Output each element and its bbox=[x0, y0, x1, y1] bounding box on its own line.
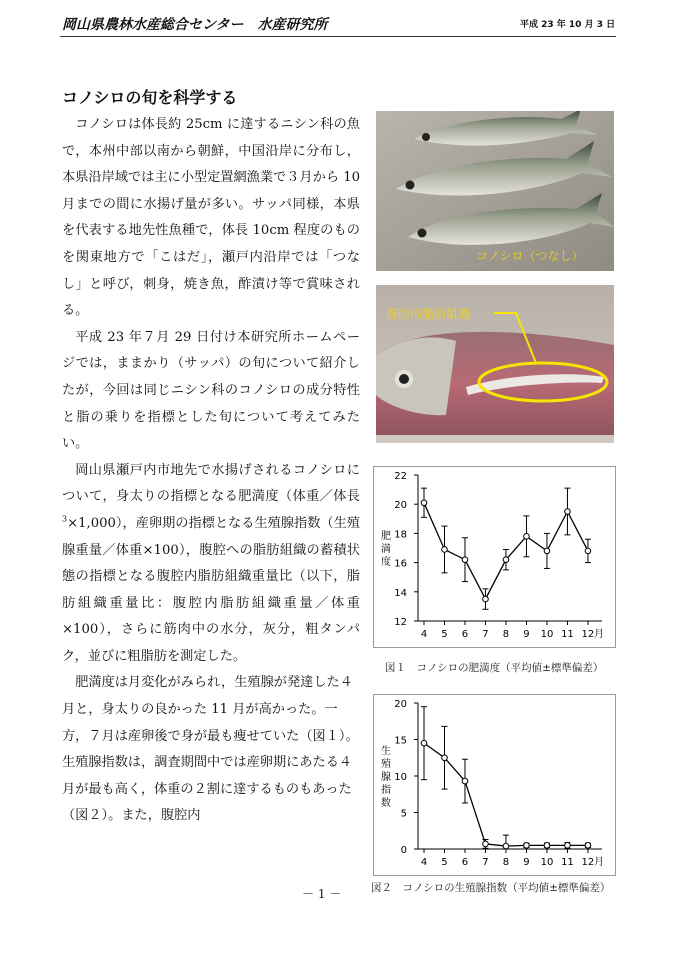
chart-gonad-index bbox=[374, 695, 615, 875]
paragraph-intro: コノシロは体長約 25cm に達するニシン科の魚で，本州中部以南から朝鮮，中国沿岸に分布し，本県沿岸域では主に小型定置網漁業で３月から 10 月までの間に水揚げ量が多い。サッパ同様，本県を代表する地先性魚種で，体長 10cm 程度のものを関東地方で「こはだ」，瀬戸内沿岸では「つなし」と呼び，刺身，焼き魚，酢漬け等で賞味される。 bbox=[62, 117, 360, 319]
methods-text-b: ×1,000），産卵期の指標となる生殖腺指数（生殖腺重量／体重×100），腹腔への脂肪組織の蓄積状態の指標となる腹腔内脂肪組織重量比（以下，脂肪組織重量比：腹腔内脂肪組織重量／体重×100），さらに筋肉中の水分，灰分，粗タンパク，並びに粗脂肪を測定した。 bbox=[62, 515, 360, 664]
data-point bbox=[442, 547, 448, 553]
x-tick-label: 11 bbox=[561, 629, 574, 640]
article-body bbox=[62, 112, 360, 830]
chart-condition-factor bbox=[374, 467, 615, 647]
data-point bbox=[544, 843, 550, 849]
data-point bbox=[421, 500, 427, 506]
data-point bbox=[483, 596, 489, 602]
data-point bbox=[585, 548, 591, 554]
article-title: コノシロの旬を科学する bbox=[62, 88, 238, 107]
x-axis-label: 月 bbox=[594, 857, 604, 868]
data-point bbox=[483, 841, 489, 847]
x-tick-label: 4 bbox=[420, 857, 428, 868]
fish-photo-label: コノシロ（つなし） bbox=[476, 249, 584, 263]
page-number: － 1 － bbox=[302, 887, 342, 901]
x-tick-label: 12 bbox=[581, 857, 595, 868]
x-tick-label: 12 bbox=[581, 629, 595, 640]
data-point bbox=[524, 534, 530, 540]
superscript-cube: 3 bbox=[62, 514, 68, 524]
y-tick-label: 22 bbox=[394, 471, 407, 482]
y-axis-label-char: 度 bbox=[381, 557, 391, 568]
y-tick-label: 14 bbox=[394, 587, 407, 599]
x-tick-label: 5 bbox=[441, 857, 448, 868]
data-point bbox=[565, 843, 571, 849]
figure-1 bbox=[373, 466, 616, 648]
figure-2 bbox=[373, 694, 616, 876]
y-axis-label-char: 指 bbox=[381, 785, 391, 796]
figure-2-caption: 図２ コノシロの生殖腺指数（平均値±標準偏差） bbox=[371, 882, 611, 894]
fish-photo bbox=[376, 111, 614, 271]
x-tick-label: 10 bbox=[540, 629, 554, 640]
fat-label: 腹腔内脂肪組織 bbox=[386, 307, 471, 321]
header-date: 平成 23 年 10 月 3 日 bbox=[520, 20, 616, 30]
x-tick-label: 11 bbox=[561, 857, 574, 868]
x-tick-label: 6 bbox=[461, 857, 469, 868]
methods-text-a: 岡山県瀬戸内市地先で水揚げされるコノシロについて，身太りの指標となる肥満度（体重／体長 bbox=[62, 462, 360, 505]
paragraph-background: 平成 23 年７月 29 日付け本研究所ホームページでは，ままかり（サッパ）の旬について紹介したが，今回は同じニシン科のコノシロの成分特性と脂の乗りを指標とした旬について考えてみたい。 bbox=[62, 329, 360, 452]
y-axis-label-char: 腺 bbox=[381, 772, 391, 783]
data-point bbox=[503, 557, 509, 563]
x-tick-label: 4 bbox=[420, 629, 428, 640]
y-axis-label-char: 数 bbox=[381, 798, 391, 809]
data-point bbox=[421, 740, 427, 746]
paragraph-methods bbox=[62, 458, 360, 671]
y-axis-label-char: 殖 bbox=[381, 759, 391, 770]
x-tick-label: 10 bbox=[540, 857, 554, 868]
x-tick-label: 7 bbox=[482, 857, 489, 868]
x-tick-label: 5 bbox=[441, 629, 448, 640]
y-tick-label: 10 bbox=[394, 772, 407, 783]
series-line bbox=[424, 743, 588, 846]
data-point bbox=[462, 557, 468, 563]
data-point bbox=[544, 548, 550, 554]
data-point bbox=[565, 509, 571, 515]
data-point bbox=[503, 843, 509, 849]
y-axis-label-char: 満 bbox=[381, 544, 391, 555]
x-tick-label: 9 bbox=[523, 629, 530, 640]
y-tick-label: 20 bbox=[394, 699, 407, 710]
dissection-photo bbox=[376, 285, 614, 443]
y-tick-label: 0 bbox=[400, 845, 407, 856]
y-tick-label: 12 bbox=[394, 617, 407, 628]
x-tick-label: 8 bbox=[502, 629, 510, 640]
data-point bbox=[524, 843, 530, 849]
x-tick-label: 7 bbox=[482, 629, 489, 640]
x-tick-label: 6 bbox=[461, 629, 469, 640]
x-tick-label: 8 bbox=[502, 857, 510, 868]
y-tick-label: 18 bbox=[394, 529, 407, 541]
x-tick-label: 9 bbox=[523, 857, 530, 868]
y-tick-label: 15 bbox=[394, 735, 407, 747]
data-point bbox=[585, 843, 591, 849]
y-axis-label-char: 肥 bbox=[381, 531, 391, 542]
data-point bbox=[442, 755, 448, 761]
y-axis-label-char: 生 bbox=[381, 746, 391, 757]
data-point bbox=[462, 778, 468, 784]
header-organization: 岡山県農林水産総合センター 水産研究所 bbox=[62, 17, 328, 33]
header-rule bbox=[60, 36, 616, 37]
y-tick-label: 20 bbox=[394, 500, 407, 512]
figure-1-caption: 図１ コノシロの肥満度（平均値±標準偏差） bbox=[385, 662, 604, 674]
x-axis-label: 月 bbox=[594, 629, 604, 640]
paragraph-results: 肥満度は月変化がみられ，生殖腺が発達した４月と，身太りの良かった 11 月が高かった。一方，７月は産卵後で身が最も痩せていた（図１）。生殖腺指数は，調査期間中では産卵期にあたる４月が最も高く，体重の２割に達するものもあった（図２）。また，腹腔内 bbox=[62, 675, 359, 824]
y-tick-label: 5 bbox=[400, 808, 407, 820]
y-tick-label: 16 bbox=[394, 558, 407, 570]
